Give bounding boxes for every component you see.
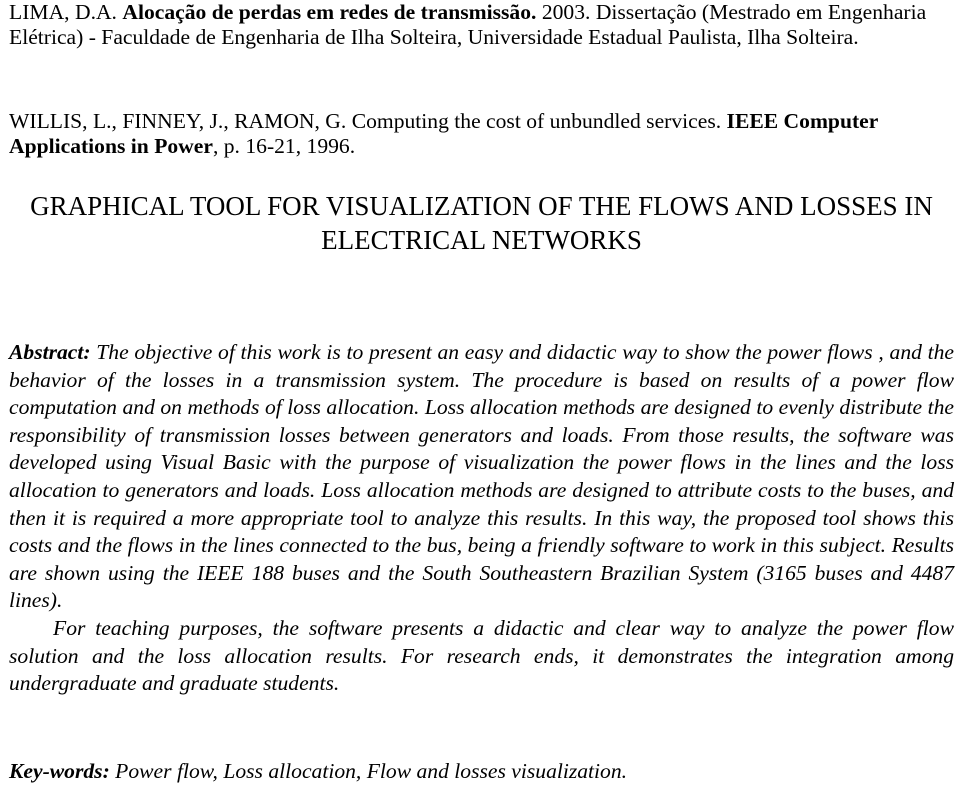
abstract-paragraph-1 [9, 339, 954, 615]
abstract-paragraph-2 [9, 615, 954, 698]
reference-willis [9, 109, 954, 159]
abstract-text-2: For teaching purposes, the software presents a didactic and clear way to analyze the power flow solution and the loss allocation results. For research ends, it demonstrates the integration among undergraduate and graduate students. [9, 615, 954, 696]
keywords-label: Key-words: [9, 759, 110, 783]
abstract-label: Abstract: [9, 340, 91, 364]
abstract [9, 339, 954, 698]
reference-details: 2003. Dissertação (Mestrado em Engenharia Elétrica) - Faculdade de Engenharia de Ilha Solteira, Universidade Estadual Paulista, Ilha Solteira. [9, 0, 927, 49]
reference-lima [9, 0, 954, 50]
reference-details: , p. 16-21, 1996. [212, 134, 356, 158]
keywords-text: Power flow, Loss allocation, Flow and losses visualization. [115, 759, 628, 783]
keywords [9, 758, 954, 785]
paper-title: GRAPHICAL TOOL FOR VISUALIZATION OF THE FLOWS AND LOSSES IN ELECTRICAL NETWORKS [30, 191, 933, 255]
reference-authors: LIMA, D.A. [9, 0, 117, 24]
abstract-text-1: The objective of this work is to present an easy and didactic way to show the power flows , and the behavior of the losses in a transmission system. The procedure is based on results of a power flow computation and on methods of loss allocation. Loss allocation methods are designed to evenly distribute the responsibility of transmission losses between generators and loads. From those results, the software was developed using Visual Basic with the purpose of visualization the power flows in the lines and the loss allocation to generators and loads. Loss allocation methods are designed to attribute costs to the buses, and then it is required a more appropriate tool to analyze this results. In this way, the proposed tool shows this costs and the flows in the lines connected to the bus, being a friendly software to work in this subject. Results are shown using the IEEE 188 buses and the South Southeastern Brazilian System (3165 buses and 4487 lines). [9, 340, 954, 613]
reference-title: Alocação de perdas em redes de transmissão. [122, 0, 537, 24]
reference-authors: WILLIS, L., FINNEY, J., RAMON, G. Computing the cost of unbundled services. [9, 109, 722, 133]
reference-source: IEEE Computer Applications in Power [9, 109, 878, 158]
